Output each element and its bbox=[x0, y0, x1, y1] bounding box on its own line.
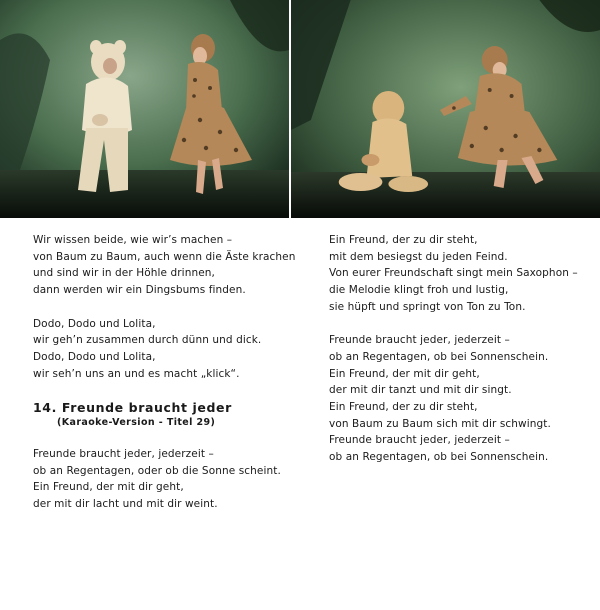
lyric-line: wir geh’n zusammen durch dünn und dick. bbox=[33, 334, 262, 347]
lyric-line: Freunde braucht jeder, jederzeit – bbox=[329, 434, 510, 447]
lyric-line: Ein Freund, der zu dir steht, bbox=[329, 401, 478, 414]
song-subtitle: (Karaoke-Version - Titel 29) bbox=[57, 417, 216, 428]
lyric-line: mit dem besiegst du jeden Feind. bbox=[329, 250, 508, 263]
lyric-line: Von eurer Freundschaft singt mein Saxophon – bbox=[329, 267, 578, 280]
lyric-line: von Baum zu Baum sich mit dir schwingt. bbox=[329, 417, 551, 430]
lyric-line: Freunde braucht jeder, jederzeit – bbox=[33, 448, 214, 460]
lyric-line: wir seh’n uns an und es macht „klick“. bbox=[33, 367, 240, 380]
lyric-line: Dodo, Dodo und Lolita, bbox=[33, 350, 156, 363]
lyric-line: ob an Regentagen, ob bei Sonnenschein. bbox=[329, 451, 549, 464]
stage-photo-right bbox=[289, 0, 600, 218]
lyrics-stanza-3 bbox=[33, 446, 313, 513]
lyric-line: Freunde braucht jeder, jederzeit – bbox=[329, 334, 510, 347]
lyrics-stanza-4 bbox=[329, 232, 591, 316]
stage-photo-left bbox=[0, 0, 289, 218]
lyric-line: Ein Freund, der mit dir geht, bbox=[33, 481, 184, 494]
stage-photo-bear-and-leopard-icon bbox=[0, 0, 289, 218]
lyric-line: ob an Regentagen, oder ob die Sonne scheint. bbox=[33, 464, 281, 477]
lyric-line: sie hüpft und springt von Ton zu Ton. bbox=[329, 300, 526, 313]
lyric-line: und sind wir in der Höhle drinnen, bbox=[33, 267, 215, 280]
photo-strip bbox=[0, 0, 600, 218]
lyric-line: dann werden wir ein Dingsbums finden. bbox=[33, 284, 246, 297]
right-text-column bbox=[329, 232, 591, 483]
song-title: 14. Freunde braucht jeder bbox=[33, 400, 232, 415]
lyric-line: die Melodie klingt froh und lustig, bbox=[329, 284, 509, 297]
lyrics-stanza-1 bbox=[33, 232, 313, 299]
lyrics-stanza-5 bbox=[329, 332, 591, 466]
stage-photo-sitting-bear-and-leopard-icon bbox=[291, 0, 600, 218]
lyric-line: Ein Freund, der zu dir steht, bbox=[329, 234, 478, 246]
left-text-column bbox=[33, 232, 313, 530]
lyrics-stanza-2 bbox=[33, 316, 313, 383]
lyric-line: von Baum zu Baum, auch wenn die Äste krachen bbox=[33, 250, 296, 263]
lyric-line: der mit dir lacht und mit dir weint. bbox=[33, 498, 218, 511]
lyric-line: Wir wissen beide, wie wir’s machen – bbox=[33, 234, 233, 246]
lyric-line: Ein Freund, der mit dir geht, bbox=[329, 367, 480, 380]
lyric-line: Dodo, Dodo und Lolita, bbox=[33, 317, 156, 330]
lyric-line: der mit dir tanzt und mit dir singt. bbox=[329, 384, 512, 397]
lyric-line: ob an Regentagen, ob bei Sonnenschein. bbox=[329, 350, 549, 363]
